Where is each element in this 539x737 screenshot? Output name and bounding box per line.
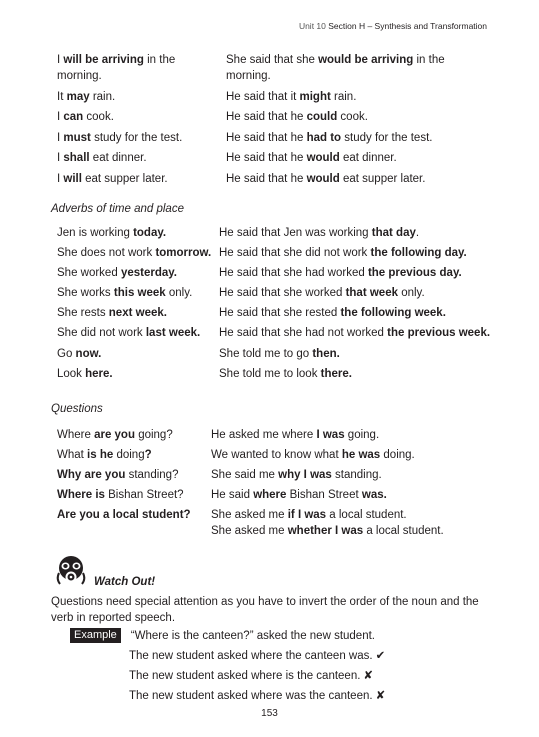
text-run: He said — [211, 489, 254, 502]
emphasis-text: the following week. — [340, 307, 446, 320]
text-run: only. — [398, 287, 425, 300]
text-run: in the — [413, 54, 445, 66]
emphasis-text: whether I was — [287, 525, 364, 538]
text-run: I — [57, 152, 64, 165]
text-run: He said that she rested — [219, 307, 341, 320]
emphasis-text: will be arriving — [63, 54, 144, 66]
example-question: “Where is the canteen?” asked the new student. — [130, 630, 375, 642]
emphasis-text: might — [299, 90, 331, 103]
text-run: She works — [57, 287, 114, 300]
emphasis-text: where — [253, 489, 287, 502]
text-run: He asked me where — [211, 429, 317, 441]
emphasis-text: must — [63, 131, 91, 144]
text-run: She did not work — [57, 327, 146, 340]
text-run: Bishan Street? — [104, 489, 184, 502]
text-run: He said that he — [226, 172, 307, 185]
text-run: He said that she had not worked — [219, 327, 388, 340]
emphasis-text: I was — [316, 429, 345, 441]
text-run: He said that he — [226, 111, 307, 124]
reported-speech — [211, 487, 387, 503]
table-row — [57, 89, 445, 105]
text-run: Go — [57, 347, 76, 360]
example-badge: Example — [70, 628, 121, 643]
text-run: She worked — [57, 267, 121, 280]
text-run: I — [57, 172, 64, 185]
emphasis-text: he was — [341, 449, 381, 462]
reported-speech — [226, 109, 368, 125]
check-icon: ✔ — [375, 650, 386, 662]
table-row — [57, 150, 445, 166]
cross-icon: ✘ — [375, 690, 386, 702]
direct-speech — [57, 447, 211, 463]
text-run: a local student. — [363, 525, 444, 538]
reported-speech — [219, 245, 467, 261]
emphasis-text: would — [306, 172, 340, 185]
direct-speech — [57, 487, 211, 503]
emphasis-text: yesterday. — [120, 267, 177, 280]
text-run: He said that he — [226, 152, 307, 165]
page-number: 153 — [261, 708, 278, 719]
text-run: going. — [344, 429, 380, 441]
text-run: She does not work — [57, 247, 156, 260]
reported-speech — [219, 305, 446, 321]
direct-speech — [57, 467, 211, 483]
direct-speech — [57, 427, 211, 443]
watch-out-label: Watch Out! — [94, 576, 156, 588]
direct-speech — [57, 171, 226, 187]
text-run: We wanted to know what — [211, 449, 342, 462]
watch-out-heading — [54, 555, 155, 590]
direct-speech — [57, 346, 219, 362]
emphasis-text: next week. — [108, 307, 167, 320]
reported-speech — [219, 265, 462, 281]
reported-speech — [219, 325, 490, 341]
text-run: He said that she had worked — [219, 267, 368, 280]
adverbs-heading: Adverbs of time and place — [51, 203, 184, 215]
table-row — [57, 171, 445, 187]
text-run: morning. — [226, 70, 271, 82]
text-run: She asked me — [211, 525, 288, 538]
text-run: He said that it — [226, 90, 300, 103]
emphasis-text: would — [306, 152, 340, 165]
text-run: Bishan Street — [286, 489, 362, 502]
example-answer — [129, 688, 385, 704]
table-row — [57, 285, 490, 301]
direct-speech — [57, 225, 219, 241]
text-run: It — [57, 90, 67, 103]
text-run: She told me to go — [219, 347, 313, 360]
emphasis-text: could — [306, 111, 338, 124]
emphasis-text: that day — [371, 227, 416, 239]
text-run: standing? — [125, 469, 179, 482]
emphasis-text: if I was — [287, 509, 327, 522]
text-run: He said that he — [226, 131, 307, 144]
example-answer — [129, 648, 385, 664]
cross-icon: ✘ — [363, 670, 374, 682]
emphasis-text: will — [63, 172, 82, 185]
emphasis-text: now. — [75, 347, 102, 360]
emphasis-text: Where is — [57, 489, 105, 502]
questions-table — [57, 427, 444, 543]
example-answer-text: The new student asked where is the canteen. — [129, 670, 361, 682]
table-row — [57, 305, 490, 321]
text-run: Jen is working — [57, 227, 134, 239]
example-answer-text: The new student asked where the canteen was. — [129, 650, 373, 662]
table-row — [57, 325, 490, 341]
direct-speech — [57, 150, 226, 166]
direct-speech — [57, 305, 219, 321]
text-run: Where — [57, 429, 95, 441]
emphasis-text: are you — [94, 429, 135, 441]
reported-speech — [226, 150, 397, 166]
direct-speech — [57, 507, 211, 539]
emphasis-text: shall — [63, 152, 90, 165]
direct-speech — [57, 265, 219, 281]
text-run: morning. — [57, 70, 102, 82]
text-run: rain. — [330, 90, 357, 103]
emphasis-text: would be arriving — [318, 54, 414, 66]
reported-speech — [211, 467, 382, 483]
reported-speech — [219, 285, 425, 301]
direct-speech — [57, 89, 226, 105]
direct-speech — [57, 366, 219, 382]
text-run: . — [415, 227, 420, 239]
text-run: going? — [135, 429, 173, 441]
text-run: She asked me — [211, 509, 288, 522]
emphasis-text: the following day. — [370, 247, 467, 260]
emphasis-text: this week — [113, 287, 166, 300]
text-run: She said that she — [226, 54, 319, 66]
text-run: only. — [165, 287, 193, 300]
reported-speech — [211, 507, 444, 539]
emphasis-text: today. — [133, 227, 167, 239]
emphasis-text: the previous week. — [387, 327, 491, 340]
emphasis-text: here. — [85, 367, 113, 380]
emphasis-text: why I was — [278, 469, 332, 482]
text-run: study for the test. — [341, 131, 433, 144]
text-run: He said that she did not work — [219, 247, 371, 260]
text-run: I — [57, 131, 64, 144]
text-run: study for the test. — [90, 131, 183, 144]
reported-speech — [219, 225, 419, 241]
emphasis-text: Why are you — [57, 469, 126, 482]
direct-speech — [57, 285, 219, 301]
reported-speech — [211, 427, 379, 443]
emphasis-text: was. — [361, 489, 387, 502]
table-row — [57, 366, 490, 382]
reported-speech — [226, 171, 425, 187]
text-run: standing. — [331, 469, 382, 482]
text-run: He said that Jen was working — [219, 227, 372, 239]
example-answer — [129, 668, 373, 684]
text-run: eat dinner. — [339, 152, 397, 165]
reported-speech — [226, 89, 356, 105]
table-row — [57, 130, 445, 146]
text-run: She told me to look — [219, 367, 321, 380]
direct-speech — [57, 52, 226, 84]
text-run: Look — [57, 367, 86, 380]
emphasis-text: there. — [320, 367, 352, 380]
text-run: She rests — [57, 307, 109, 320]
text-run: She said me — [211, 469, 279, 482]
table-row — [57, 245, 490, 261]
direct-speech — [57, 325, 219, 341]
text-run: cook. — [337, 111, 368, 124]
table-row — [57, 346, 490, 362]
example-answer-text: The new student asked where was the canteen. — [129, 690, 373, 702]
text-run: eat supper later. — [339, 172, 426, 185]
table-row — [57, 265, 490, 281]
emphasis-text: the previous day. — [367, 267, 462, 280]
watch-out-note: Questions need special attention as you have to invert the order of the noun and the verb in reported speech. — [51, 596, 479, 624]
table-row — [57, 487, 444, 503]
adverbs-table — [57, 225, 490, 386]
direct-speech — [57, 245, 219, 261]
reported-speech — [226, 52, 445, 84]
text-run: rain. — [89, 90, 116, 103]
text-run: I — [57, 54, 64, 66]
reported-speech — [219, 366, 352, 382]
table-row — [57, 225, 490, 241]
text-run: eat dinner. — [89, 152, 147, 165]
emphasis-text: can — [63, 111, 84, 124]
table-row — [57, 447, 444, 463]
text-run: eat supper later. — [81, 172, 168, 185]
text-run: cook. — [83, 111, 114, 124]
emphasis-text: tomorrow. — [155, 247, 212, 260]
emphasis-text: may — [66, 90, 90, 103]
table-row — [57, 507, 444, 539]
reported-speech — [226, 130, 432, 146]
text-run: I — [57, 111, 64, 124]
running-header — [299, 21, 487, 31]
emphasis-text: ? — [144, 449, 152, 462]
emphasis-text: that week — [345, 287, 398, 300]
modals-table — [57, 52, 445, 192]
unit-label: Unit 10 — [298, 21, 326, 31]
direct-speech — [57, 130, 226, 146]
text-run: doing — [113, 449, 145, 462]
reported-speech — [211, 447, 415, 463]
table-row — [57, 427, 444, 443]
table-row — [57, 52, 445, 84]
gas-mask-icon — [54, 555, 88, 590]
emphasis-text: then. — [312, 347, 340, 360]
reported-speech — [219, 346, 340, 362]
direct-speech — [57, 109, 226, 125]
questions-heading: Questions — [51, 403, 103, 415]
emphasis-text: Are you a local student? — [57, 509, 191, 522]
text-run: What — [57, 449, 88, 462]
example-row — [70, 628, 375, 644]
text-run: a local student. — [326, 509, 407, 522]
section-label: Section H – Synthesis and Transformation — [328, 21, 487, 31]
text-run: in the — [143, 54, 176, 66]
text-run: He said that she worked — [219, 287, 346, 300]
emphasis-text: is he — [87, 449, 114, 462]
table-row — [57, 109, 445, 125]
text-run: doing. — [380, 449, 415, 462]
table-row — [57, 467, 444, 483]
emphasis-text: last week. — [145, 327, 201, 340]
emphasis-text: had to — [306, 131, 342, 144]
